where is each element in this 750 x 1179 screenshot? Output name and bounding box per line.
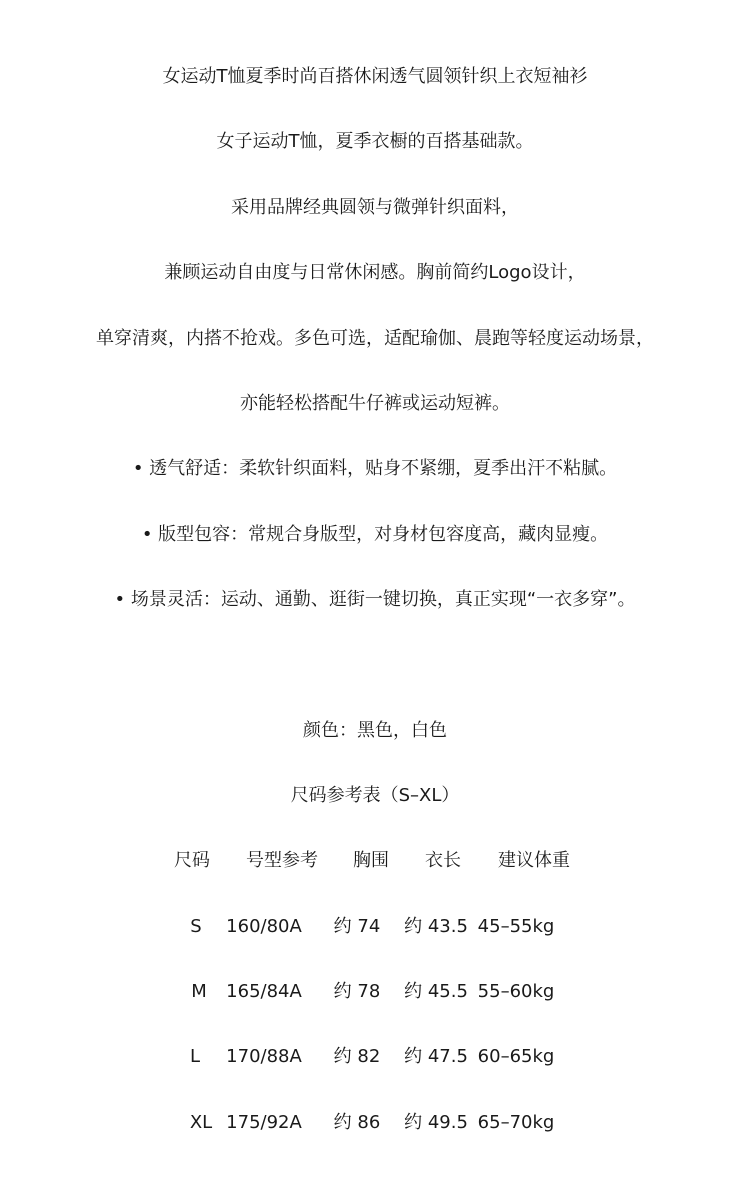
colors-line: 颜色：黑色，白色 (303, 720, 447, 741)
row-weight: 55–60kg (477, 981, 555, 1002)
header-length: 衣长 (425, 850, 461, 871)
row-length: 约 45.5 (404, 981, 468, 1002)
description-line: 兼顾运动自由度与日常休闲感。胸前简约Logo设计， (164, 262, 586, 283)
row-length: 约 49.5 (404, 1112, 468, 1133)
description-line: 采用品牌经典圆领与微弹针织面料， (231, 197, 519, 218)
row-size: L (189, 1046, 201, 1067)
row-length: 约 47.5 (404, 1046, 468, 1067)
row-size: S (190, 916, 202, 937)
product-title: 女运动T恤夏季时尚百搭休闲透气圆领针织上衣短袖衫 (162, 66, 588, 87)
row-chest: 约 86 (333, 1112, 381, 1133)
description-line: 女子运动T恤，夏季衣橱的百搭基础款。 (216, 131, 534, 152)
row-reference: 160/80A (226, 916, 302, 937)
row-chest: 约 82 (333, 1046, 381, 1067)
feature-bullet: • 透气舒适：柔软针织面料，贴身不紧绷，夏季出汗不粘腻。 (132, 458, 618, 479)
table-row (0, 915, 750, 939)
table-row (0, 980, 750, 1004)
table-row (0, 1045, 750, 1069)
row-reference: 170/88A (226, 1046, 302, 1067)
size-table-header (0, 849, 750, 873)
header-chest: 胸围 (353, 850, 389, 871)
row-weight: 65–70kg (477, 1112, 555, 1133)
table-row (0, 1111, 750, 1135)
row-reference: 175/92A (226, 1112, 302, 1133)
feature-bullet: • 版型包容：常规合身版型，对身材包容度高，藏肉显瘦。 (141, 524, 609, 545)
row-size: M (191, 981, 207, 1002)
header-reference: 号型参考 (246, 850, 318, 871)
feature-bullet: • 场景灵活：运动、通勤、逛街一键切换，真正实现“一衣多穿”。 (114, 589, 636, 610)
row-chest: 约 78 (333, 981, 381, 1002)
row-length: 约 43.5 (404, 916, 468, 937)
header-size: 尺码 (174, 850, 210, 871)
row-chest: 约 74 (333, 916, 381, 937)
row-weight: 60–65kg (477, 1046, 555, 1067)
row-size: XL (189, 1112, 213, 1133)
size-table-title: 尺码参考表（S–XL） (290, 785, 460, 806)
row-weight: 45–55kg (477, 916, 555, 937)
row-reference: 165/84A (226, 981, 302, 1002)
description-line: 单穿清爽，内搭不抢戏。多色可选，适配瑜伽、晨跑等轻度运动场景， (96, 328, 654, 349)
description-line: 亦能轻松搭配牛仔裤或运动短裤。 (240, 393, 510, 414)
header-weight: 建议体重 (498, 850, 570, 871)
